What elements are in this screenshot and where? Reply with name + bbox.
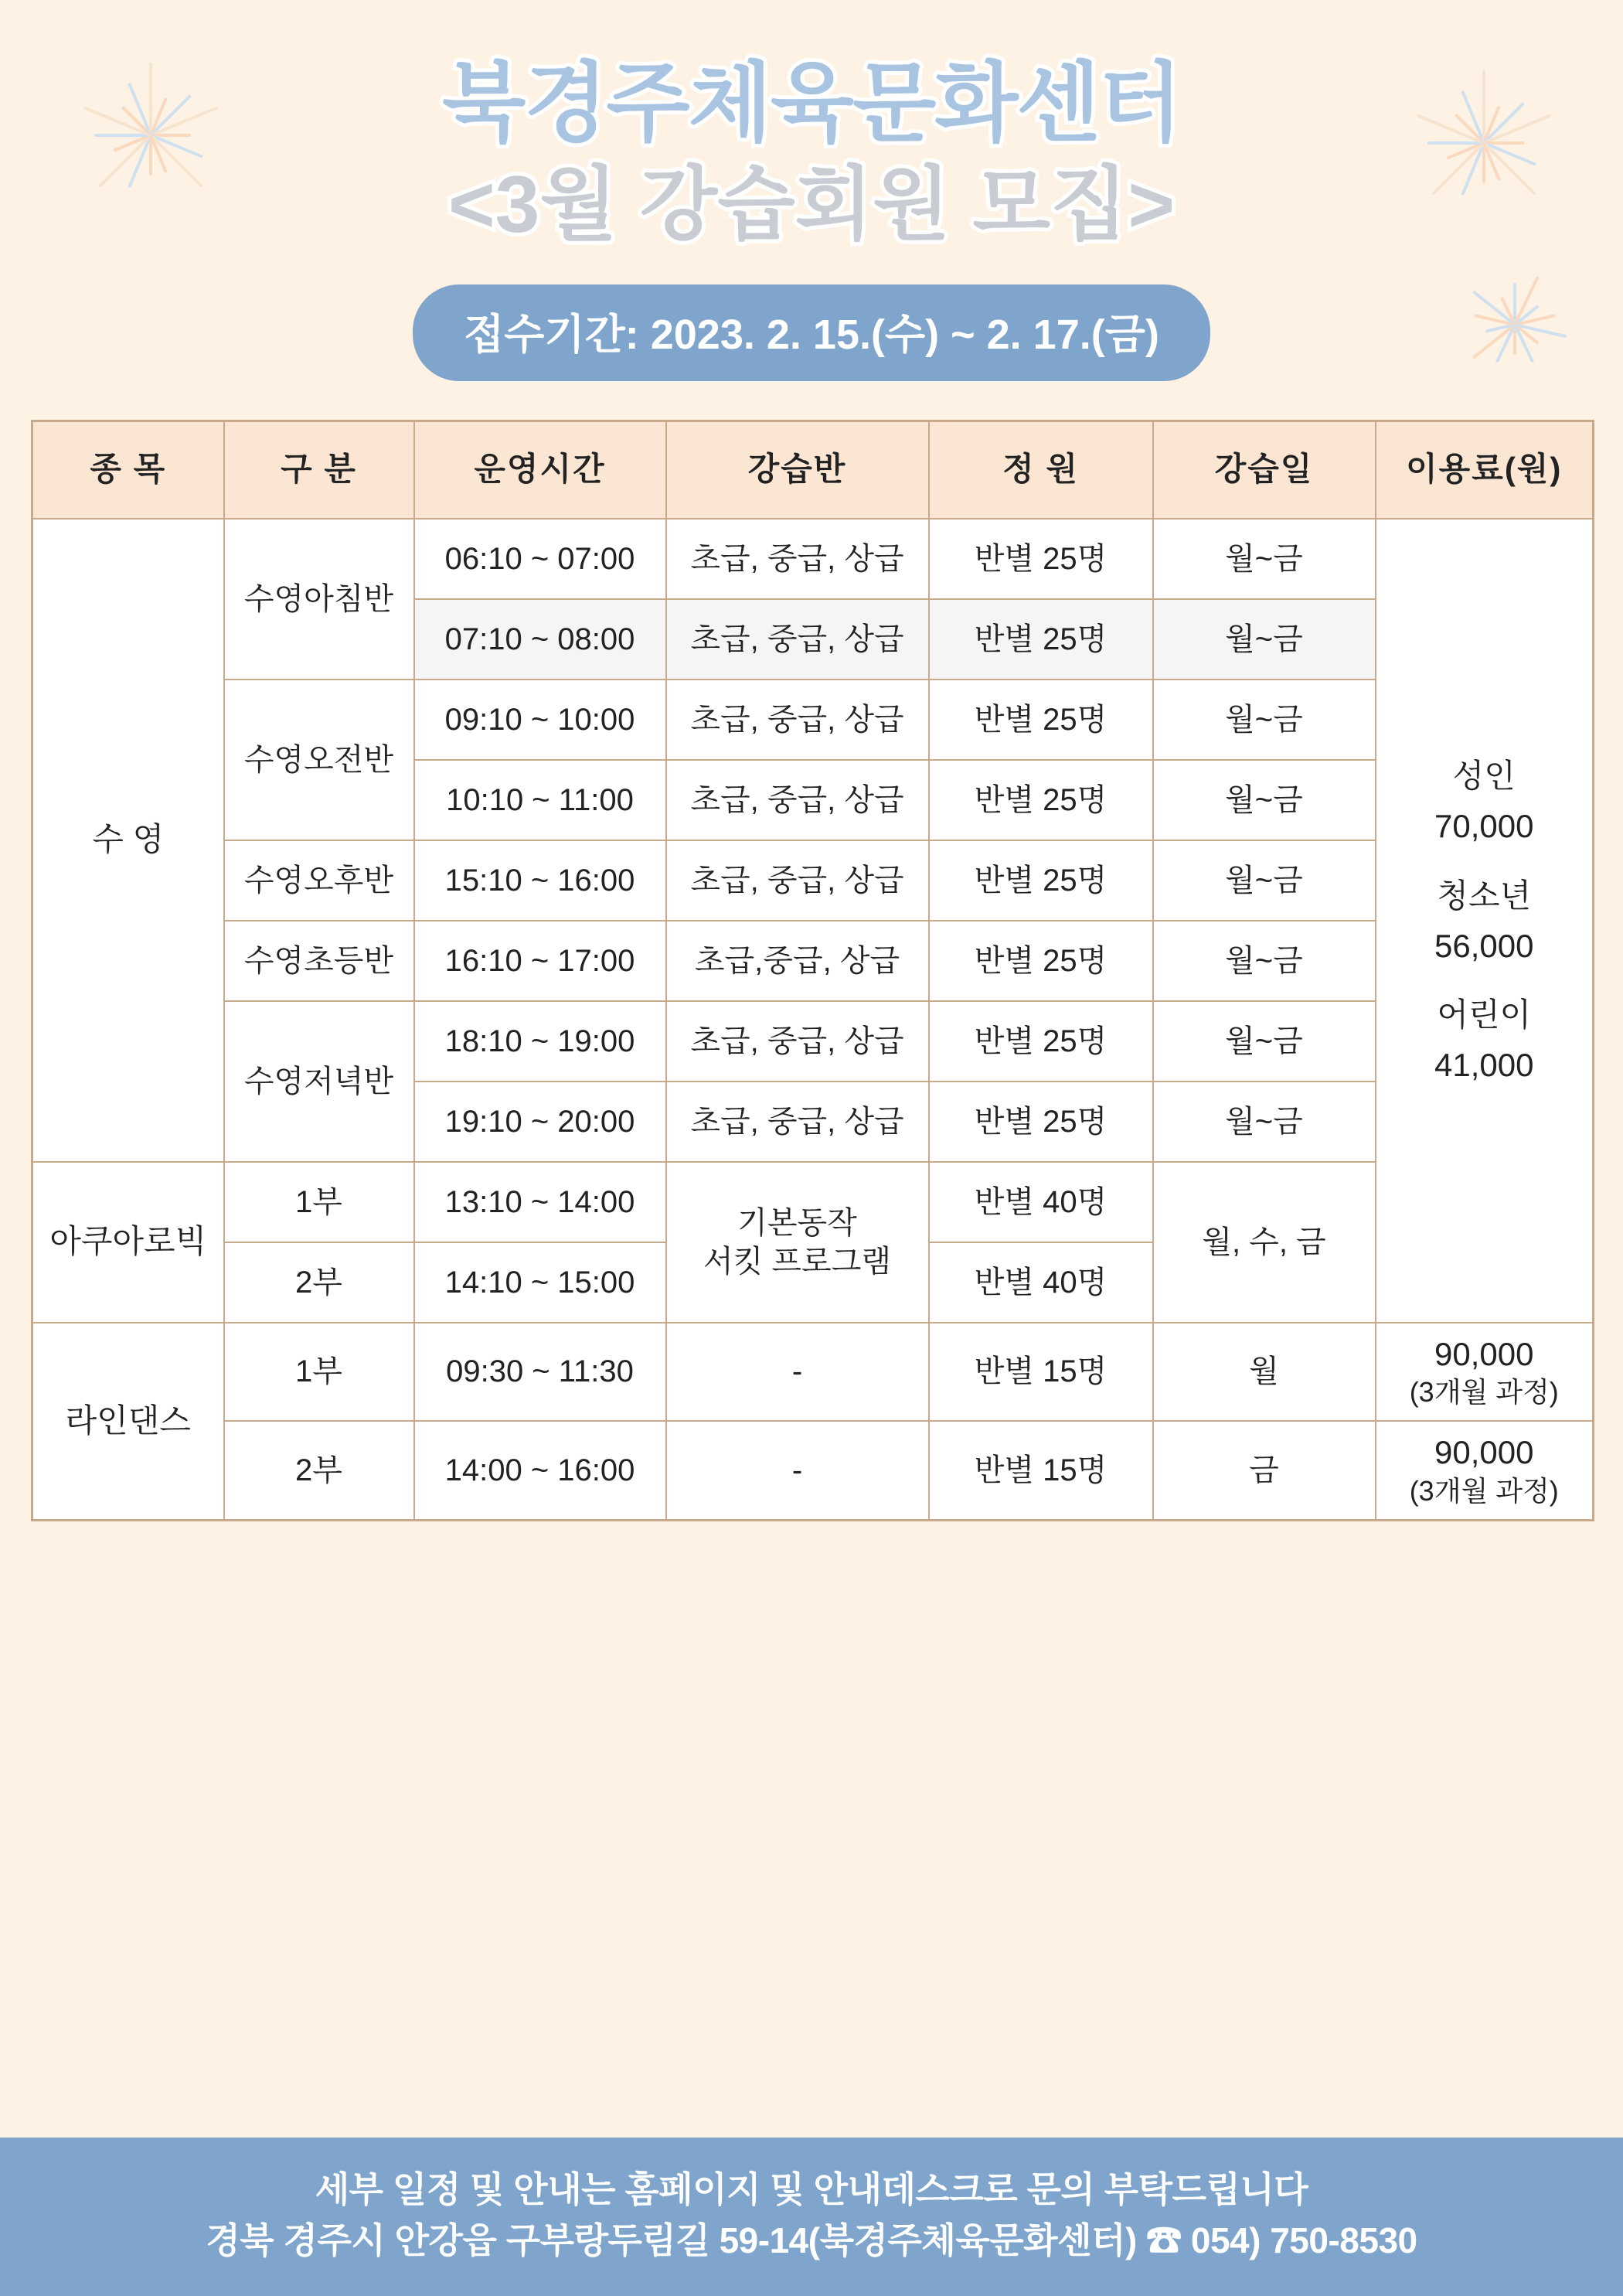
cell-days: 월~금 xyxy=(1153,840,1376,921)
cell-fee-swimming xyxy=(1376,519,1594,1323)
cell-days: 월 xyxy=(1153,1323,1376,1422)
cell-capacity: 반별 40명 xyxy=(929,1242,1153,1323)
table-row xyxy=(32,921,1594,1001)
fee-line-value: 90,000 xyxy=(1434,1434,1534,1471)
cell-time: 14:00 ~ 16:00 xyxy=(414,1421,666,1520)
cell-time: 06:10 ~ 07:00 xyxy=(414,519,666,599)
cell-days: 월~금 xyxy=(1153,760,1376,840)
fee-child-value: 41,000 xyxy=(1434,1046,1534,1083)
program-table xyxy=(31,420,1594,1521)
cell-time: 19:10 ~ 20:00 xyxy=(414,1082,666,1162)
cell-capacity: 반별 25명 xyxy=(929,840,1153,921)
cell-fee-linedance xyxy=(1376,1323,1594,1422)
cell-days: 월~금 xyxy=(1153,921,1376,1001)
fee-line-note: (3개월 과정) xyxy=(1409,1474,1559,1507)
cell-capacity: 반별 25명 xyxy=(929,921,1153,1001)
cell-capacity: 반별 15명 xyxy=(929,1421,1153,1520)
cell-time: 14:10 ~ 15:00 xyxy=(414,1242,666,1323)
cell-group-part1: 1부 xyxy=(224,1323,414,1422)
cell-time: 16:10 ~ 17:00 xyxy=(414,921,666,1001)
cell-capacity: 반별 25명 xyxy=(929,519,1153,599)
table-row xyxy=(32,680,1594,760)
cell-time: 13:10 ~ 14:00 xyxy=(414,1162,666,1242)
cell-time: 09:30 ~ 11:30 xyxy=(414,1323,666,1422)
cell-fee-linedance xyxy=(1376,1421,1594,1520)
cell-capacity: 반별 25명 xyxy=(929,680,1153,760)
footer-notice: 세부 일정 및 안내는 홈페이지 및 안내데스크로 문의 부탁드립니다 xyxy=(315,2168,1308,2209)
cell-item-swimming: 수 영 xyxy=(32,519,224,1162)
cell-capacity: 반별 25명 xyxy=(929,760,1153,840)
cell-class: 초급, 중급, 상급 xyxy=(666,599,929,680)
poster-header xyxy=(0,0,1623,381)
cell-capacity: 반별 40명 xyxy=(929,1162,1153,1242)
col-header-time: 운영시간 xyxy=(414,421,666,519)
cell-class: - xyxy=(666,1323,929,1422)
page-subtitle: <3월 강습회원 모집> xyxy=(447,159,1176,250)
aqua-class-line2: 서킷 프로그램 xyxy=(703,1244,891,1279)
table-row xyxy=(32,840,1594,921)
fee-child-label: 어린이 xyxy=(1437,996,1532,1033)
cell-group-pm: 수영오후반 xyxy=(224,840,414,921)
cell-time: 07:10 ~ 08:00 xyxy=(414,599,666,680)
aqua-class-line1: 기본동작 xyxy=(737,1205,857,1240)
cell-group-part1: 1부 xyxy=(224,1162,414,1242)
table-row xyxy=(32,1323,1594,1422)
cell-time: 09:10 ~ 10:00 xyxy=(414,680,666,760)
cell-group-am: 수영오전반 xyxy=(224,680,414,840)
fee-teen-label: 청소년 xyxy=(1437,877,1532,914)
table-row xyxy=(32,1001,1594,1082)
cell-days: 월~금 xyxy=(1153,1001,1376,1082)
cell-item-linedance: 라인댄스 xyxy=(32,1323,224,1521)
cell-days: 금 xyxy=(1153,1421,1376,1520)
table-header-row xyxy=(32,421,1594,519)
cell-time: 18:10 ~ 19:00 xyxy=(414,1001,666,1082)
cell-capacity: 반별 15명 xyxy=(929,1323,1153,1422)
application-period-badge: 접수기간: 2023. 2. 15.(수) ~ 2. 17.(금) xyxy=(413,284,1210,381)
program-table-wrapper xyxy=(31,420,1592,1521)
cell-class-aqua xyxy=(666,1162,929,1323)
cell-class: 초급, 중급, 상급 xyxy=(666,1082,929,1162)
fee-line-note: (3개월 과정) xyxy=(1409,1376,1559,1409)
cell-class: 초급, 중급, 상급 xyxy=(666,840,929,921)
page-title: 북경주체육문화센터 xyxy=(442,55,1181,152)
fee-adult-value: 70,000 xyxy=(1434,808,1534,845)
cell-time: 15:10 ~ 16:00 xyxy=(414,840,666,921)
cell-class: 초급, 중급, 상급 xyxy=(666,519,929,599)
fee-adult-label: 성인 xyxy=(1452,758,1516,795)
cell-item-aquarobics: 아쿠아로빅 xyxy=(32,1162,224,1323)
cell-group-part2: 2부 xyxy=(224,1421,414,1520)
cell-class: - xyxy=(666,1421,929,1520)
cell-days: 월, 수, 금 xyxy=(1153,1162,1376,1323)
cell-days: 월~금 xyxy=(1153,1082,1376,1162)
col-header-capacity: 정 원 xyxy=(929,421,1153,519)
cell-capacity: 반별 25명 xyxy=(929,599,1153,680)
cell-group-elementary: 수영초등반 xyxy=(224,921,414,1001)
col-header-class: 강습반 xyxy=(666,421,929,519)
poster-footer xyxy=(0,2138,1623,2296)
col-header-days: 강습일 xyxy=(1153,421,1376,519)
col-header-group: 구 분 xyxy=(224,421,414,519)
cell-group-morning: 수영아침반 xyxy=(224,519,414,680)
cell-class: 초급,중급, 상급 xyxy=(666,921,929,1001)
col-header-item: 종 목 xyxy=(32,421,224,519)
cell-capacity: 반별 25명 xyxy=(929,1082,1153,1162)
cell-group-part2: 2부 xyxy=(224,1242,414,1323)
cell-class: 초급, 중급, 상급 xyxy=(666,680,929,760)
cell-days: 월~금 xyxy=(1153,680,1376,760)
table-row xyxy=(32,519,1594,599)
cell-days: 월~금 xyxy=(1153,519,1376,599)
footer-address: 경북 경주시 안강읍 구부랑두림길 59-14(북경주체육문화센터) ☎ 054) 750-8530 xyxy=(206,2220,1417,2261)
table-row xyxy=(32,1162,1594,1242)
fee-teen-value: 56,000 xyxy=(1434,927,1534,964)
cell-class: 초급, 중급, 상급 xyxy=(666,760,929,840)
cell-group-evening: 수영저녁반 xyxy=(224,1001,414,1162)
cell-time: 10:10 ~ 11:00 xyxy=(414,760,666,840)
cell-capacity: 반별 25명 xyxy=(929,1001,1153,1082)
col-header-fee: 이용료(원) xyxy=(1376,421,1594,519)
cell-class: 초급, 중급, 상급 xyxy=(666,1001,929,1082)
cell-days: 월~금 xyxy=(1153,599,1376,680)
fee-line-value: 90,000 xyxy=(1434,1335,1534,1372)
table-row xyxy=(32,1421,1594,1520)
